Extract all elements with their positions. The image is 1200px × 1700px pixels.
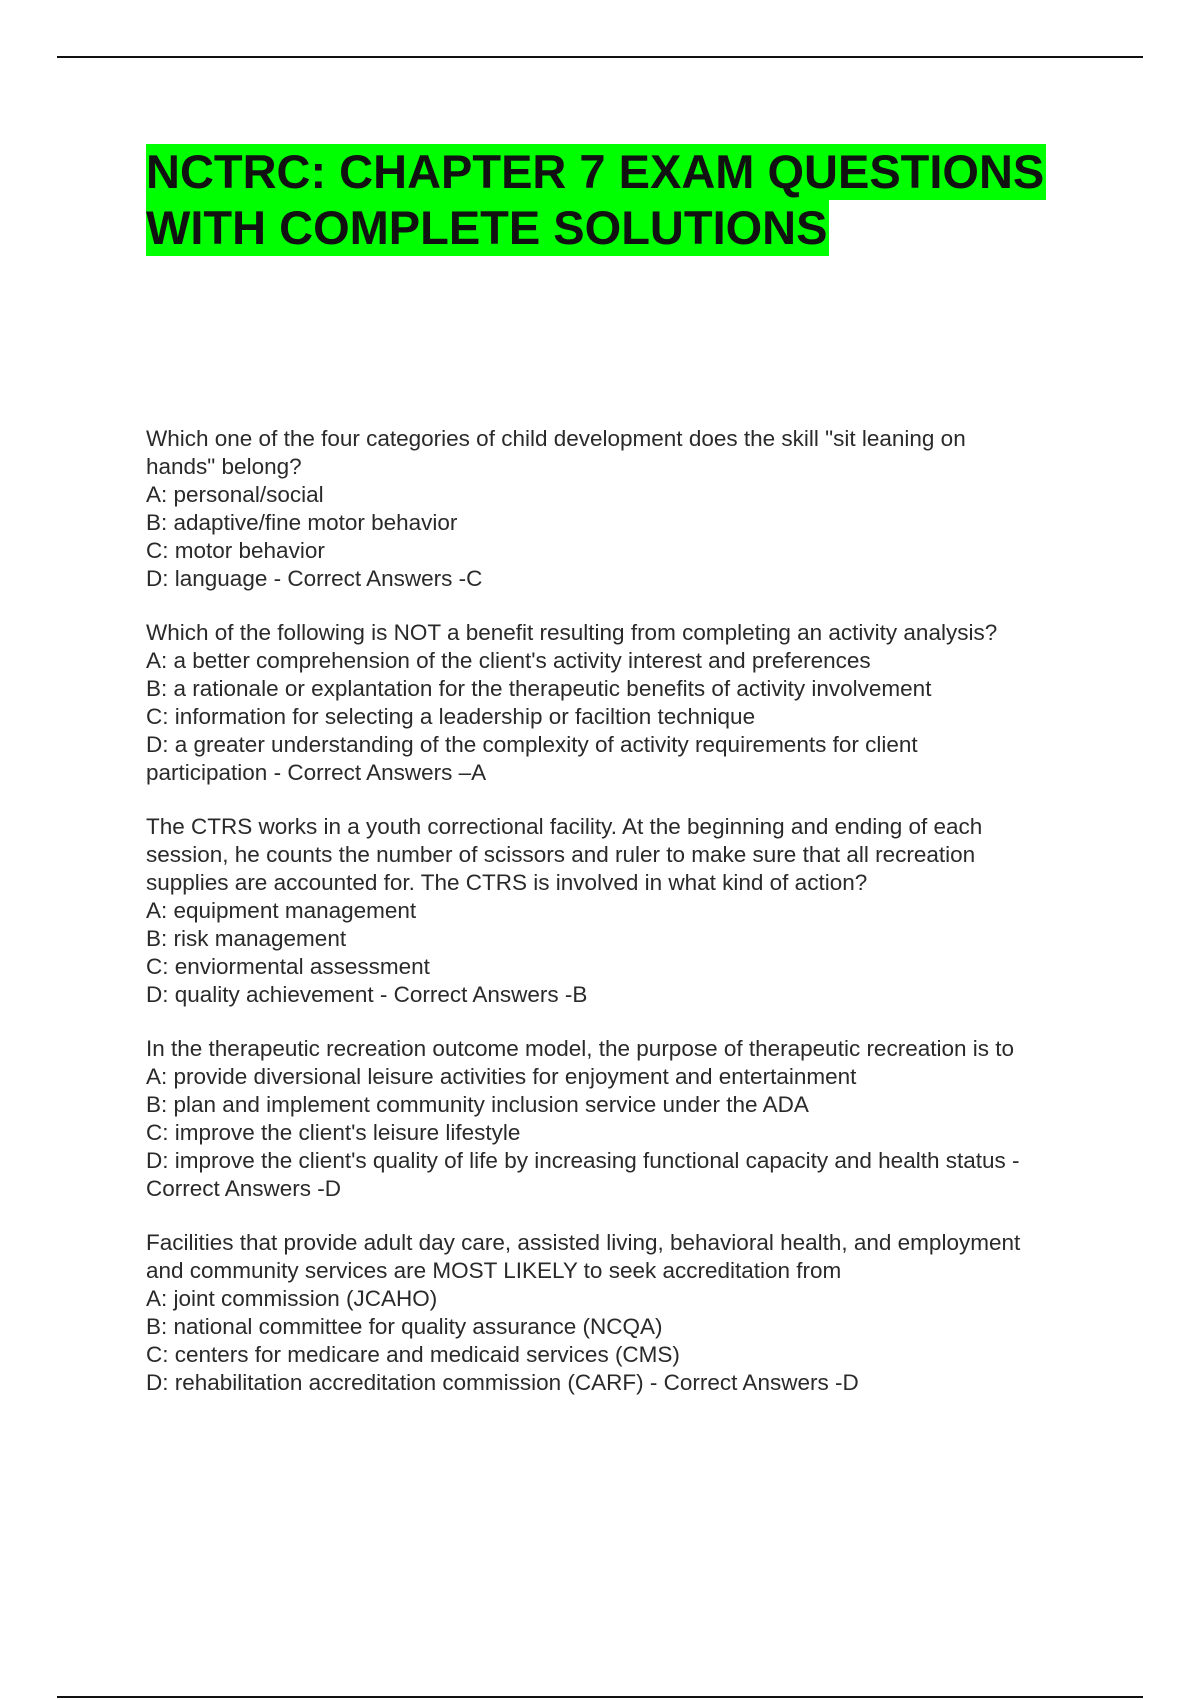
question-2-stem: Which of the following is NOT a benefit resulting from completing an activity analysis?	[146, 620, 998, 645]
question-block-3	[146, 813, 1096, 1009]
question-3-stem-line-2: session, he counts the number of scissors and ruler to make sure that all recreation	[146, 842, 976, 867]
question-3-stem-line-1: The CTRS works in a youth correctional facility. At the beginning and ending of each	[146, 814, 983, 839]
title-line-2: WITH COMPLETE SOLUTIONS	[146, 201, 828, 254]
question-5-stem-line-2: and community services are MOST LIKELY to seek accreditation from	[146, 1258, 842, 1283]
question-5-option-b: B: national committee for quality assurance (NCQA)	[146, 1314, 663, 1339]
question-list	[146, 425, 1096, 1423]
question-3-option-b: B: risk management	[146, 926, 347, 951]
question-block-5	[146, 1229, 1096, 1397]
question-1-option-b: B: adaptive/fine motor behavior	[146, 510, 458, 535]
question-block-2	[146, 619, 1096, 787]
question-2-option-b: B: a rationale or explantation for the therapeutic benefits of activity involvement	[146, 676, 932, 701]
question-1-option-c: C: motor behavior	[146, 538, 325, 563]
question-3-option-a: A: equipment management	[146, 898, 417, 923]
question-4-option-c: C: improve the client's leisure lifestyle	[146, 1120, 521, 1145]
question-5-option-d-answer: D: rehabilitation accreditation commission (CARF) - Correct Answers -D	[146, 1370, 859, 1395]
question-1-option-d-answer: D: language - Correct Answers -C	[146, 566, 483, 591]
document-title	[146, 144, 1086, 256]
question-1-stem-line-2: hands" belong?	[146, 454, 302, 479]
question-5-option-a: A: joint commission (JCAHO)	[146, 1286, 438, 1311]
question-5-stem-line-1: Facilities that provide adult day care, assisted living, behavioral health, and employment	[146, 1230, 1021, 1255]
question-4-stem: In the therapeutic recreation outcome model, the purpose of therapeutic recreation is to	[146, 1036, 1015, 1061]
question-4-option-d-line-1: D: improve the client's quality of life by increasing functional capacity and health status -	[146, 1148, 1020, 1173]
question-5-option-c: C: centers for medicare and medicaid services (CMS)	[146, 1342, 680, 1367]
top-rule	[57, 56, 1143, 58]
question-2-option-c: C: information for selecting a leadership or faciltion technique	[146, 704, 756, 729]
question-block-4	[146, 1035, 1096, 1203]
question-3-option-d-answer: D: quality achievement - Correct Answers -B	[146, 982, 588, 1007]
question-1-option-a: A: personal/social	[146, 482, 324, 507]
question-2-option-a: A: a better comprehension of the client's activity interest and preferences	[146, 648, 871, 673]
question-1-stem-line-1: Which one of the four categories of child development does the skill "sit leaning on	[146, 426, 966, 451]
question-2-option-d-answer: participation - Correct Answers –A	[146, 760, 487, 785]
title-line-1: NCTRC: CHAPTER 7 EXAM QUESTIONS	[146, 145, 1045, 198]
question-3-stem-line-3: supplies are accounted for. The CTRS is involved in what kind of action?	[146, 870, 868, 895]
question-4-option-a: A: provide diversional leisure activities for enjoyment and entertainment	[146, 1064, 857, 1089]
question-4-option-b: B: plan and implement community inclusion service under the ADA	[146, 1092, 809, 1117]
question-2-option-d-line-1: D: a greater understanding of the complexity of activity requirements for client	[146, 732, 918, 757]
question-3-option-c: C: enviormental assessment	[146, 954, 430, 979]
bottom-rule	[57, 1696, 1143, 1698]
question-block-1	[146, 425, 1096, 593]
question-4-option-d-answer: Correct Answers -D	[146, 1176, 342, 1201]
